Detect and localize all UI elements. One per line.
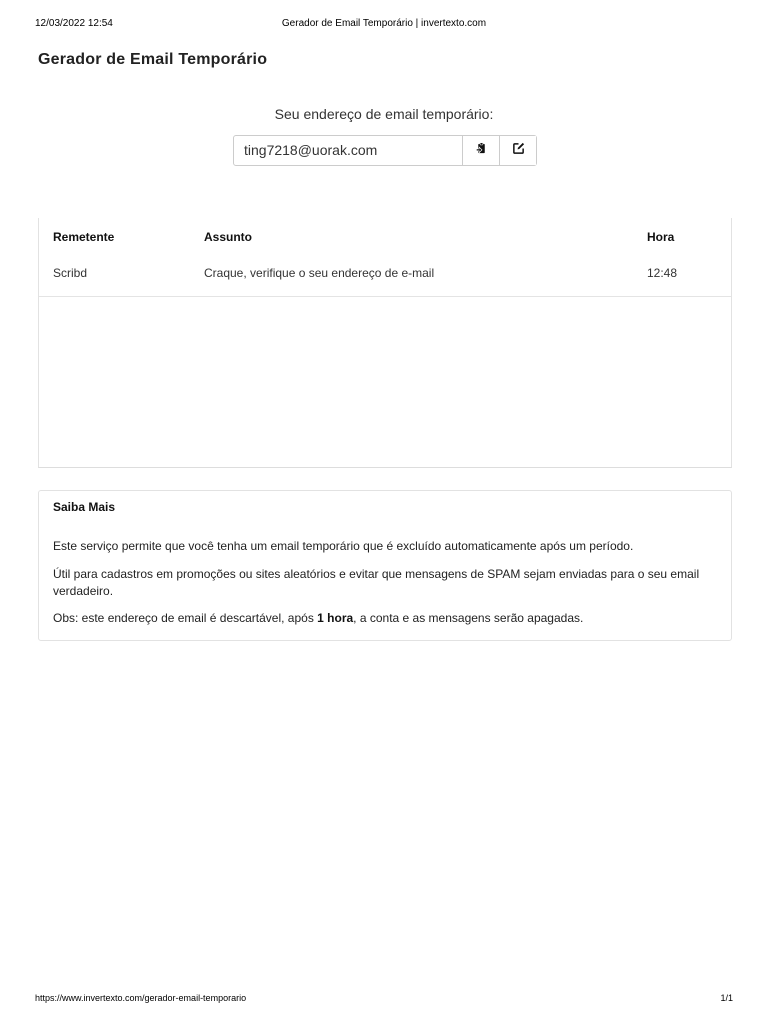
info-note-end: , a conta e as mensagens serão apagadas. — [353, 611, 584, 625]
info-note-duration: 1 hora — [317, 611, 354, 625]
message-subject: Craque, verifique o seu endereço de e-mail — [204, 266, 435, 280]
page-title: Gerador de Email Temporário — [38, 51, 268, 68]
print-header — [35, 18, 733, 32]
email-label: Seu endereço de email temporário: — [274, 106, 494, 122]
info-panel — [38, 490, 732, 641]
email-address-group — [233, 135, 537, 166]
print-page-count: 1/1 — [720, 993, 733, 1003]
message-sender: Scribd — [53, 266, 88, 280]
print-url: https://www.invertexto.com/gerador-email-temporario — [35, 993, 247, 1003]
info-note-start: Obs: este endereço de email é descartável, após — [53, 611, 318, 625]
print-doc-title: Gerador de Email Temporário | invertexto.com — [281, 18, 487, 29]
inbox-table — [38, 218, 732, 468]
column-header-subject: Assunto — [204, 230, 252, 244]
column-header-time: Hora — [647, 230, 675, 244]
column-header-sender: Remetente — [53, 230, 115, 244]
copy-icon — [475, 142, 488, 160]
inbox-header-row — [39, 218, 731, 256]
edit-email-button[interactable] — [499, 136, 536, 165]
print-footer — [35, 993, 733, 1005]
email-address-input[interactable] — [234, 136, 462, 165]
print-datetime: 12/03/2022 12:54 — [35, 18, 113, 29]
info-paragraph-2: Útil para cadastros em promoções ou sites aleatórios e evitar que mensagens de SPAM sejam enviadas para o seu email verdadeiro. — [53, 567, 700, 598]
copy-email-button[interactable] — [462, 136, 499, 165]
message-time: 12:48 — [647, 266, 678, 280]
table-row[interactable] — [39, 256, 731, 297]
info-title: Saiba Mais — [53, 500, 116, 514]
edit-icon — [512, 142, 525, 160]
info-paragraph-1: Este serviço permite que você tenha um email temporário que é excluído automaticamente após um período. — [53, 539, 634, 553]
info-paragraph-3 — [53, 610, 711, 627]
